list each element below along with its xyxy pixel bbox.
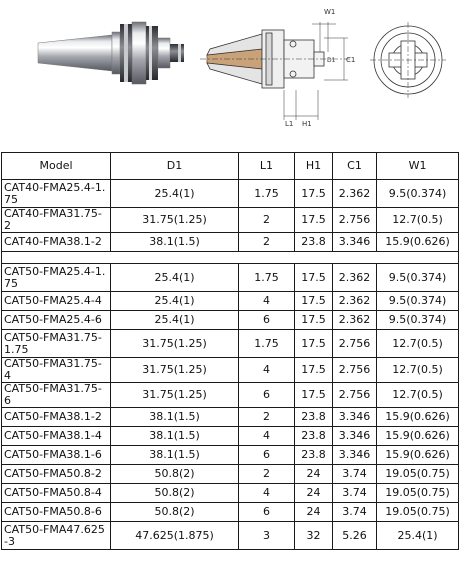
cell-c1: 3.346 (333, 408, 377, 427)
cell-w1: 15.9(0.626) (377, 408, 459, 427)
column-header-d1: D1 (111, 153, 239, 180)
cell-model: CAT50-FMA50.8-6 (2, 503, 111, 522)
table-row (2, 292, 459, 311)
cell-c1: 3.346 (333, 446, 377, 465)
cell-w1: 12.7(0.5) (377, 358, 459, 383)
cell-d1: 38.1(1.5) (111, 233, 239, 252)
cell-h1: 23.8 (295, 427, 333, 446)
cell-l1: 4 (239, 427, 295, 446)
cell-model: CAT40-FMA31.75-2 (2, 208, 111, 233)
cell-l1: 6 (239, 311, 295, 330)
table-row (2, 484, 459, 503)
cell-d1: 31.75(1.25) (111, 383, 239, 408)
cell-c1: 2.756 (333, 330, 377, 358)
dim-w1-label: W1 (324, 8, 336, 16)
table-row (2, 358, 459, 383)
cell-w1: 19.05(0.75) (377, 465, 459, 484)
cell-h1: 17.5 (295, 358, 333, 383)
dim-d1-label: D1 (327, 57, 336, 64)
cell-c1: 2.362 (333, 264, 377, 292)
dim-c1-label: C1 (346, 56, 356, 64)
cell-model: CAT50-FMA25.4-1.75 (2, 264, 111, 292)
cell-l1: 6 (239, 383, 295, 408)
cell-c1: 3.74 (333, 503, 377, 522)
cell-model: CAT40-FMA38.1-2 (2, 233, 111, 252)
cell-d1: 38.1(1.5) (111, 427, 239, 446)
cell-l1: 2 (239, 208, 295, 233)
cell-l1: 6 (239, 446, 295, 465)
table-row (2, 233, 459, 252)
cell-c1: 2.362 (333, 180, 377, 208)
column-header-c1: C1 (333, 153, 377, 180)
cell-w1: 12.7(0.5) (377, 330, 459, 358)
cell-l1: 4 (239, 358, 295, 383)
group-separator-row (2, 252, 459, 264)
cell-c1: 3.346 (333, 427, 377, 446)
cell-d1: 25.4(1) (111, 311, 239, 330)
cell-d1: 25.4(1) (111, 292, 239, 311)
cell-w1: 15.9(0.626) (377, 233, 459, 252)
column-header-w1: W1 (377, 153, 459, 180)
specification-table (1, 152, 459, 550)
cell-w1: 12.7(0.5) (377, 383, 459, 408)
column-header-model: Model (2, 153, 111, 180)
table-header-row (2, 153, 459, 180)
cell-c1: 5.26 (333, 522, 377, 550)
table-row (2, 383, 459, 408)
cell-d1: 31.75(1.25) (111, 330, 239, 358)
cell-h1: 32 (295, 522, 333, 550)
table-row (2, 311, 459, 330)
cell-model: CAT50-FMA31.75-6 (2, 383, 111, 408)
cell-w1: 15.9(0.626) (377, 427, 459, 446)
cell-h1: 17.5 (295, 311, 333, 330)
column-header-h1: H1 (295, 153, 333, 180)
cell-model: CAT40-FMA25.4-1.75 (2, 180, 111, 208)
cell-l1: 2 (239, 233, 295, 252)
tool-holder-photo (38, 22, 184, 84)
group-separator-cell (2, 252, 459, 264)
table-row (2, 465, 459, 484)
cell-model: CAT50-FMA47.625-3 (2, 522, 111, 550)
cell-w1: 9.5(0.374) (377, 311, 459, 330)
cell-d1: 31.75(1.25) (111, 208, 239, 233)
cell-w1: 9.5(0.374) (377, 180, 459, 208)
cell-w1: 15.9(0.626) (377, 446, 459, 465)
section-drawing (200, 22, 350, 120)
cell-c1: 2.756 (333, 208, 377, 233)
dim-l1-label: L1 (285, 120, 294, 128)
cell-h1: 17.5 (295, 264, 333, 292)
cell-h1: 17.5 (295, 208, 333, 233)
column-header-l1: L1 (239, 153, 295, 180)
specification-table-body (2, 153, 459, 550)
cell-c1: 2.756 (333, 358, 377, 383)
cell-d1: 38.1(1.5) (111, 446, 239, 465)
cell-c1: 2.756 (333, 383, 377, 408)
cell-h1: 17.5 (295, 383, 333, 408)
cell-model: CAT50-FMA38.1-4 (2, 427, 111, 446)
cell-w1: 9.5(0.374) (377, 264, 459, 292)
cell-h1: 17.5 (295, 292, 333, 311)
cell-l1: 1.75 (239, 264, 295, 292)
cell-model: CAT50-FMA38.1-2 (2, 408, 111, 427)
table-row (2, 264, 459, 292)
cell-l1: 2 (239, 408, 295, 427)
cell-w1: 12.7(0.5) (377, 208, 459, 233)
cell-c1: 3.346 (333, 233, 377, 252)
table-row (2, 522, 459, 550)
cell-d1: 50.8(2) (111, 484, 239, 503)
cell-w1: 9.5(0.374) (377, 292, 459, 311)
cell-l1: 1.75 (239, 330, 295, 358)
cell-d1: 50.8(2) (111, 503, 239, 522)
cell-c1: 3.74 (333, 465, 377, 484)
cell-h1: 23.8 (295, 233, 333, 252)
cell-c1: 3.74 (333, 484, 377, 503)
cell-l1: 4 (239, 484, 295, 503)
end-view-drawing (370, 22, 446, 98)
cell-h1: 24 (295, 503, 333, 522)
cell-model: CAT50-FMA31.75-1.75 (2, 330, 111, 358)
cell-model: CAT50-FMA25.4-6 (2, 311, 111, 330)
cell-l1: 3 (239, 522, 295, 550)
cell-w1: 19.05(0.75) (377, 484, 459, 503)
cell-model: CAT50-FMA50.8-4 (2, 484, 111, 503)
table-row (2, 503, 459, 522)
cell-h1: 17.5 (295, 180, 333, 208)
cell-h1: 23.8 (295, 408, 333, 427)
cell-c1: 2.362 (333, 311, 377, 330)
cell-c1: 2.362 (333, 292, 377, 311)
cell-l1: 6 (239, 503, 295, 522)
cell-h1: 23.8 (295, 446, 333, 465)
cell-w1: 19.05(0.75) (377, 503, 459, 522)
cell-d1: 38.1(1.5) (111, 408, 239, 427)
cell-model: CAT50-FMA31.75-4 (2, 358, 111, 383)
cell-h1: 24 (295, 465, 333, 484)
cell-d1: 50.8(2) (111, 465, 239, 484)
cell-model: CAT50-FMA25.4-4 (2, 292, 111, 311)
cell-h1: 24 (295, 484, 333, 503)
cell-l1: 4 (239, 292, 295, 311)
cell-model: CAT50-FMA50.8-2 (2, 465, 111, 484)
table-row (2, 427, 459, 446)
table-row (2, 330, 459, 358)
cell-l1: 2 (239, 465, 295, 484)
cell-d1: 25.4(1) (111, 180, 239, 208)
dim-h1-label: H1 (302, 120, 312, 128)
cell-d1: 47.625(1.875) (111, 522, 239, 550)
table-row (2, 408, 459, 427)
cell-d1: 25.4(1) (111, 264, 239, 292)
cell-l1: 1.75 (239, 180, 295, 208)
table-row (2, 180, 459, 208)
table-row (2, 208, 459, 233)
cell-h1: 17.5 (295, 330, 333, 358)
product-drawings (0, 0, 474, 150)
cell-model: CAT50-FMA38.1-6 (2, 446, 111, 465)
cell-d1: 31.75(1.25) (111, 358, 239, 383)
table-row (2, 446, 459, 465)
cell-w1: 25.4(1) (377, 522, 459, 550)
